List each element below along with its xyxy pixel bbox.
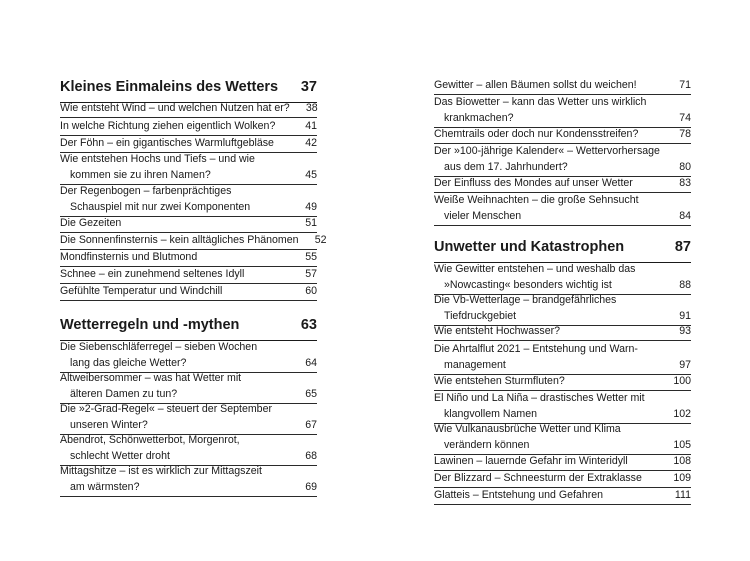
entry-title: Altweibersommer – was hat Wetter mit	[60, 372, 242, 384]
entry-title: Abendrot, Schönwetterbot, Morgenrot,	[60, 434, 240, 446]
entry-page: 64	[305, 357, 317, 369]
toc-entry[interactable]	[434, 453, 691, 471]
entry-title: Wie entsteht Wind – und welchen Nutzen hat er?	[60, 102, 290, 114]
entry-title: Die Sonnenfinsternis – kein alltägliches Phänomen	[60, 234, 299, 246]
toc-entry[interactable]	[60, 283, 317, 301]
toc-entry[interactable]	[434, 175, 691, 193]
entry-page: 102	[673, 408, 691, 420]
entry-page: 108	[673, 455, 691, 467]
toc-entry[interactable]	[60, 249, 317, 267]
entry-title: In welche Richtung ziehen eigentlich Wolken?	[60, 120, 276, 132]
entry-title-cont: »Nowcasting« besonders wichtig ist	[444, 279, 612, 291]
toc-entry[interactable]	[60, 266, 317, 284]
entry-title: Der »100-jährige Kalender« – Wettervorhersage	[434, 145, 660, 157]
entry-title-cont: unseren Winter?	[70, 419, 148, 431]
entry-page: 49	[305, 201, 317, 213]
entry-title-cont: älteren Damen zu tun?	[70, 388, 178, 400]
entry-title: Gewitter – allen Bäumen sollst du weichen!	[434, 79, 637, 91]
entry-title: Wie entstehen Sturmfluten?	[434, 375, 565, 387]
entry-title: Wie Vulkanausbrüche Wetter und Klima	[434, 423, 621, 435]
toc-entry[interactable]	[434, 292, 691, 326]
entry-page: 67	[305, 419, 317, 431]
toc-entry[interactable]	[434, 126, 691, 144]
entry-title: Die Gezeiten	[60, 217, 122, 229]
entry-title: Mondfinsternis und Blutmond	[60, 251, 198, 263]
toc-entry[interactable]	[434, 470, 691, 488]
entry-page: 91	[679, 310, 691, 322]
entry-page: 45	[305, 169, 317, 181]
section-heading	[434, 238, 691, 263]
entry-page: 41	[305, 120, 317, 132]
entry-page: 69	[305, 481, 317, 493]
entry-title: Die Ahrtalflut 2021 – Entstehung und Warn-	[434, 343, 638, 355]
toc-entry[interactable]	[434, 373, 691, 391]
entry-title: Die »2-Grad-Regel« – steuert der September	[60, 403, 272, 415]
section-title: Kleines Einmaleins des Wetters	[60, 79, 279, 95]
entry-title: El Niño und La Niña – drastisches Wetter mit	[434, 392, 645, 404]
entry-title: Der Blizzard – Schneesturm der Extraklasse	[434, 472, 642, 484]
toc-entry[interactable]	[434, 323, 691, 341]
entry-title: Mittagshitze – ist es wirklich zur Mittagszeit	[60, 465, 262, 477]
entry-title-cont: management	[444, 359, 506, 371]
toc-entry[interactable]	[60, 118, 317, 136]
toc-entry[interactable]	[60, 339, 317, 373]
entry-page: 105	[673, 439, 691, 451]
entry-title: Das Biowetter – kann das Wetter uns wirklich	[434, 96, 647, 108]
entry-title-cont: klangvollem Namen	[444, 408, 538, 420]
toc-entry[interactable]	[60, 151, 317, 185]
section-title: Unwetter und Katastrophen	[434, 239, 625, 255]
entry-title: Wie entstehen Hochs und Tiefs – und wie	[60, 153, 255, 165]
entry-page: 55	[305, 251, 317, 263]
entry-title-cont: krankmachen?	[444, 112, 514, 124]
toc-entry[interactable]	[434, 94, 691, 128]
toc-entry[interactable]	[60, 401, 317, 435]
toc-entry[interactable]	[60, 100, 317, 118]
entry-title: Der Regenbogen – farbenprächtiges	[60, 185, 232, 197]
section-heading	[60, 316, 317, 341]
entry-title: Lawinen – lauernde Gefahr im Winteridyll	[434, 455, 628, 467]
entry-title: Der Föhn – ein gigantisches Warmluftgebläse	[60, 137, 274, 149]
entry-title-cont: verändern können	[444, 439, 530, 451]
toc-entry[interactable]	[434, 421, 691, 455]
entry-page: 83	[679, 177, 691, 189]
entry-title: Schnee – ein zunehmend seltenes Idyll	[60, 268, 245, 280]
toc-entry[interactable]	[60, 370, 317, 404]
entry-title-cont: Tiefdruckgebiet	[444, 310, 517, 322]
entry-page: 88	[679, 279, 691, 291]
entry-page: 80	[679, 161, 691, 173]
entry-title: Die Siebenschläferregel – sieben Wochen	[60, 341, 258, 353]
entry-page: 111	[674, 489, 691, 501]
entry-title: Die Vb-Wetterlage – brandgefährliches	[434, 294, 617, 306]
entry-title: Der Einfluss des Mondes auf unser Wetter	[434, 177, 633, 189]
entry-page: 97	[679, 359, 691, 371]
entry-title-cont: am wärmsten?	[70, 481, 140, 493]
entry-page: 42	[305, 137, 317, 149]
toc-entry[interactable]	[434, 390, 691, 424]
entry-page: 38	[305, 102, 318, 114]
entry-page: 51	[305, 217, 317, 229]
toc-entry[interactable]	[434, 487, 691, 505]
entry-page: 74	[679, 112, 691, 124]
entry-page: 60	[305, 285, 317, 297]
toc-entry[interactable]	[60, 232, 327, 250]
entry-title: Chemtrails oder doch nur Kondensstreifen?	[434, 128, 639, 140]
toc-entry[interactable]	[434, 192, 691, 226]
entry-title-cont: aus dem 17. Jahrhundert?	[444, 161, 568, 173]
section-title: Wetterregeln und -mythen	[60, 317, 240, 333]
entry-page: 68	[305, 450, 317, 462]
toc-entry[interactable]	[434, 77, 691, 95]
toc-entry[interactable]	[434, 261, 691, 295]
entry-title-cont: vieler Menschen	[444, 210, 522, 222]
entry-page: 93	[679, 325, 691, 337]
entry-title: Wie Gewitter entstehen – und weshalb das	[434, 263, 636, 275]
entry-page: 109	[673, 472, 691, 484]
entry-page: 100	[673, 375, 691, 387]
toc-entry[interactable]	[60, 463, 317, 497]
section-page: 63	[300, 317, 317, 333]
entry-title: Gefühlte Temperatur und Windchill	[60, 285, 223, 297]
entry-page: 78	[679, 128, 691, 140]
entry-page: 57	[305, 268, 317, 280]
entry-title: Glatteis – Entstehung und Gefahren	[434, 489, 604, 501]
section-page: 87	[674, 239, 691, 255]
entry-title: Weiße Weihnachten – die große Sehnsucht	[434, 194, 639, 206]
toc-entry[interactable]	[60, 215, 317, 233]
entry-page: 52	[314, 234, 327, 246]
toc-entry[interactable]	[434, 341, 691, 375]
entry-page: 71	[679, 79, 691, 91]
entry-page: 84	[679, 210, 691, 222]
entry-title-cont: lang das gleiche Wetter?	[70, 357, 187, 369]
toc-entry[interactable]	[60, 183, 317, 217]
entry-title-cont: schlecht Wetter droht	[70, 450, 170, 462]
entry-title: Wie entsteht Hochwasser?	[434, 325, 561, 337]
section-page: 37	[300, 79, 317, 95]
entry-title-cont: Schauspiel mit nur zwei Komponenten	[70, 201, 251, 213]
toc-entry[interactable]	[60, 432, 317, 466]
entry-title-cont: kommen sie zu ihren Namen?	[70, 169, 211, 181]
toc-entry[interactable]	[434, 143, 691, 177]
entry-page: 65	[305, 388, 317, 400]
